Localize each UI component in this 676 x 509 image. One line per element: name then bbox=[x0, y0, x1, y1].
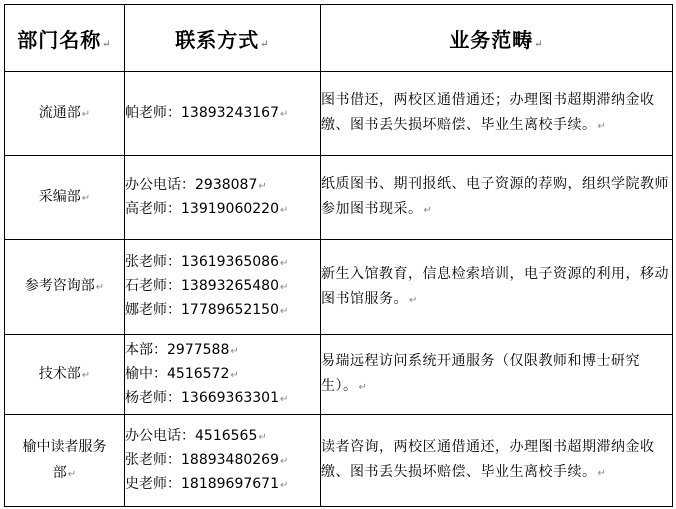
contact-line: 娜老师：17789652150↵ bbox=[125, 302, 289, 318]
paragraph-mark-icon: ↵ bbox=[67, 468, 77, 480]
paragraph-mark-icon: ↵ bbox=[358, 382, 368, 393]
header-contact: 联系方式↵ bbox=[125, 5, 321, 72]
paragraph-mark-icon: ↵ bbox=[81, 108, 91, 120]
paragraph-mark-icon: ↵ bbox=[81, 192, 91, 204]
table-row bbox=[5, 335, 673, 415]
paragraph-mark-icon: ↵ bbox=[279, 108, 289, 120]
contact-line: 帕老师：13893243167↵ bbox=[125, 104, 289, 121]
table-row bbox=[5, 72, 673, 156]
contact-cell bbox=[125, 415, 321, 507]
table-row bbox=[5, 415, 673, 507]
paragraph-mark-icon: ↵ bbox=[597, 121, 607, 132]
scope-cell: 易瑞远程访问系统开通服务（仅限教师和博士研究生）。↵ bbox=[321, 335, 673, 415]
paragraph-mark-icon: ↵ bbox=[260, 38, 270, 50]
contact-cell bbox=[125, 335, 321, 415]
table-row bbox=[5, 156, 673, 240]
contact-line: 张老师：18893480269↵ bbox=[125, 451, 289, 468]
contact-cell bbox=[125, 240, 321, 335]
table-row bbox=[5, 240, 673, 335]
paragraph-mark-icon: ↵ bbox=[102, 38, 112, 50]
department-name: 技术部↵ bbox=[5, 335, 125, 415]
paragraph-mark-icon: ↵ bbox=[279, 306, 289, 317]
contact-line: 办公电话：2938087↵ bbox=[125, 176, 267, 193]
contact-line: 史老师：18189697671↵ bbox=[125, 475, 289, 492]
contact-line: 办公电话：4516565↵ bbox=[125, 427, 267, 444]
scope-cell: 纸质图书、期刊报纸、电子资源的荐购，组织学院教师参加图书现采。↵ bbox=[321, 156, 673, 240]
contact-cell bbox=[125, 156, 321, 240]
paragraph-mark-icon: ↵ bbox=[409, 294, 418, 306]
header-scope: 业务范畴↵ bbox=[321, 5, 673, 72]
paragraph-mark-icon: ↵ bbox=[423, 205, 433, 216]
contact-line: 本部：2977588↵ bbox=[125, 341, 239, 358]
contact-line: 杨老师：13669363301↵ bbox=[125, 389, 289, 406]
department-name: 流通部↵ bbox=[5, 72, 125, 156]
paragraph-mark-icon: ↵ bbox=[81, 369, 91, 381]
department-table bbox=[4, 4, 673, 507]
scope-cell: 新生入馆教育，信息检索培训，电子资源的利用，移动图书馆服务。↵ bbox=[321, 240, 673, 335]
paragraph-mark-icon: ↵ bbox=[597, 468, 607, 479]
department-name: 参考咨询部↵ bbox=[5, 240, 125, 335]
contact-line: 石老师：13893265480↵ bbox=[125, 278, 289, 294]
scope-cell: 读者咨询，两校区通借通还，办理图书超期滞纳金收缴、图书丢失损坏赔偿、毕业生离校手续。↵ bbox=[321, 415, 673, 507]
paragraph-mark-icon: ↵ bbox=[279, 479, 289, 491]
contact-line: 张老师：13619365086↵ bbox=[125, 254, 289, 270]
paragraph-mark-icon: ↵ bbox=[534, 38, 544, 50]
paragraph-mark-icon: ↵ bbox=[279, 204, 289, 216]
contact-line: 高老师：13919060220↵ bbox=[125, 200, 289, 217]
header-department: 部门名称↵ bbox=[5, 5, 125, 72]
department-name: 采编部↵ bbox=[5, 156, 125, 240]
contact-cell bbox=[125, 72, 321, 156]
paragraph-mark-icon: ↵ bbox=[258, 180, 267, 192]
paragraph-mark-icon: ↵ bbox=[279, 455, 289, 467]
header-row bbox=[5, 5, 673, 72]
paragraph-mark-icon: ↵ bbox=[279, 282, 289, 293]
department-name: 榆中读者服务部↵ bbox=[5, 415, 125, 507]
paragraph-mark-icon: ↵ bbox=[258, 431, 267, 443]
paragraph-mark-icon: ↵ bbox=[230, 369, 239, 381]
paragraph-mark-icon: ↵ bbox=[279, 393, 289, 405]
scope-cell: 图书借还，两校区通借通还；办理图书超期滞纳金收缴、图书丢失损坏赔偿、毕业生离校手续。↵ bbox=[321, 72, 673, 156]
paragraph-mark-icon: ↵ bbox=[95, 282, 105, 293]
paragraph-mark-icon: ↵ bbox=[279, 258, 289, 269]
contact-line: 榆中：4516572↵ bbox=[125, 365, 239, 382]
paragraph-mark-icon: ↵ bbox=[230, 345, 239, 357]
